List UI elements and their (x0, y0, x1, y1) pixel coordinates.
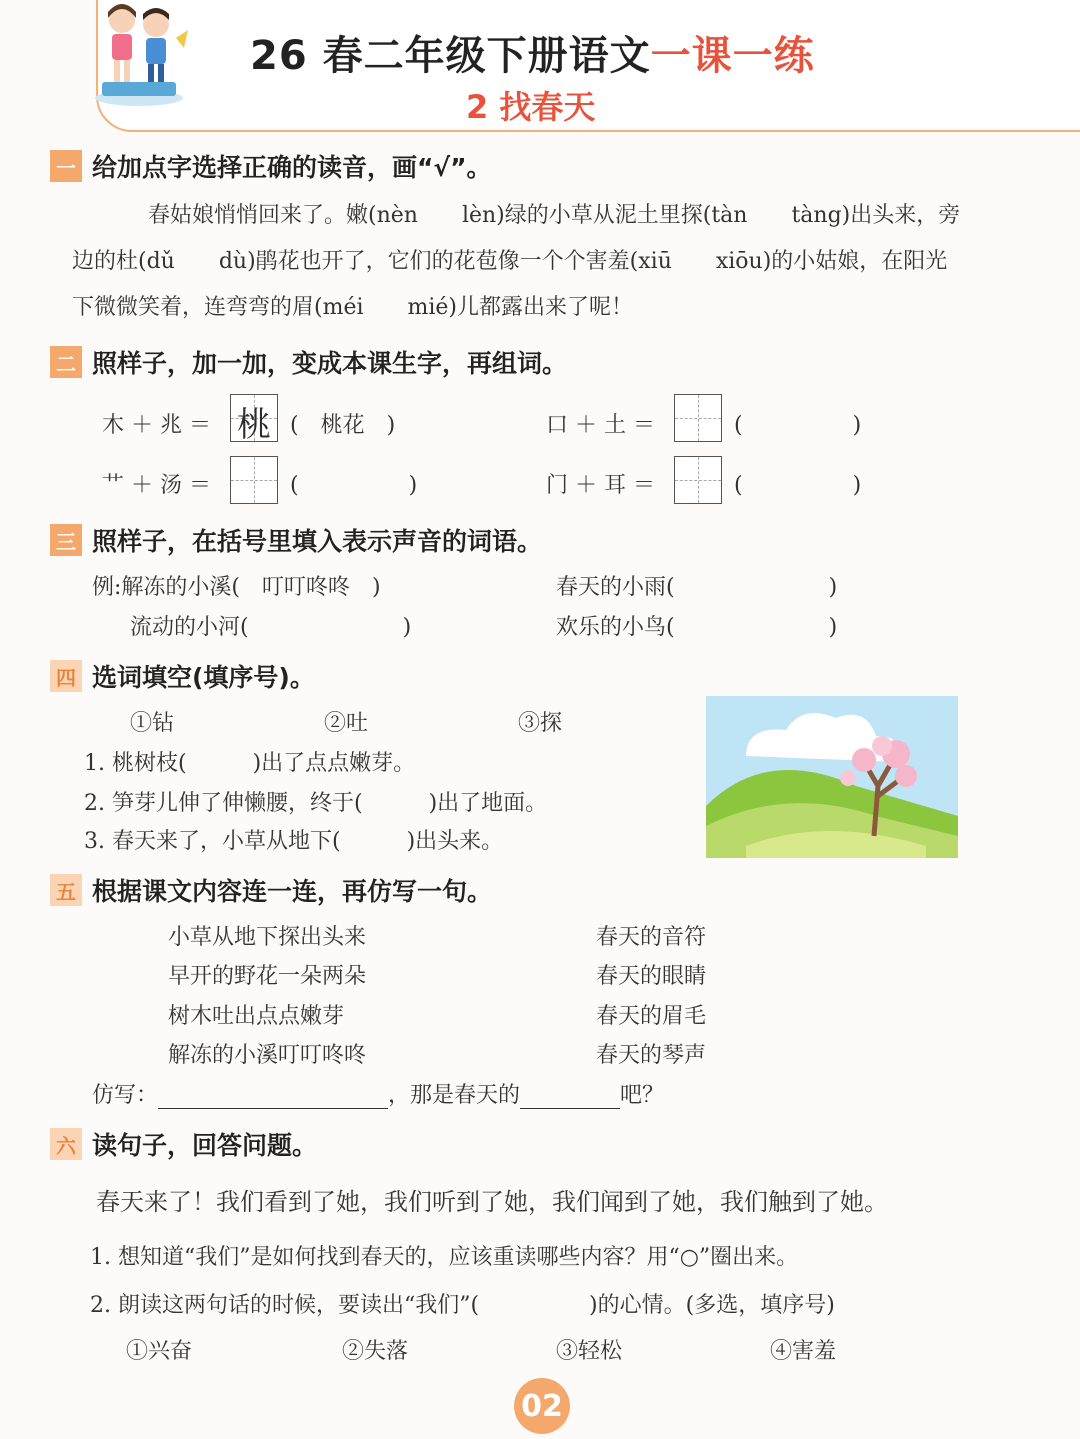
section-title: 照样子，加一加，变成本课生字，再组词。 (92, 349, 568, 378)
word-answer-blank[interactable]: ( ) (734, 473, 862, 498)
question-item[interactable]: 2. 朗读这两句话的时候，要读出“我们”( )的心情。(多选，填序号) (90, 1293, 835, 1318)
section-5-header (50, 872, 492, 908)
word-answer-blank[interactable]: ( ) (734, 413, 862, 438)
choice-option[interactable]: ①兴奋 (126, 1339, 193, 1364)
choice-option[interactable]: ④害羞 (770, 1339, 837, 1364)
choice-option[interactable]: ②失落 (342, 1339, 409, 1364)
match-left-item[interactable]: 树木吐出点点嫩芽 (168, 1004, 345, 1029)
character-grid-cell (230, 394, 278, 445)
fill-in-item[interactable]: 春天的小雨( ) (556, 575, 838, 600)
imitate-middle-text: ，那是春天的 (388, 1083, 521, 1108)
question-item[interactable]: 1. 桃树枝( )出了点点嫩芽。 (84, 751, 416, 776)
match-right-item[interactable]: 春天的眼睛 (596, 964, 707, 989)
character-grid-cell[interactable] (674, 394, 722, 442)
character-grid-cell[interactable] (674, 456, 722, 504)
section-title: 选词填空(填序号)。 (92, 663, 315, 692)
word-equation: 艹 ＋ 汤 ＝ (102, 473, 211, 498)
word-answer-blank[interactable]: ( ) (290, 473, 418, 498)
character-grid-cell[interactable] (230, 456, 278, 504)
word-equation: 木 ＋ 兆 ＝ (102, 413, 211, 438)
fill-in-item[interactable]: 流动的小河( ) (130, 615, 412, 640)
choice-option[interactable]: ③轻松 (556, 1339, 623, 1364)
match-right-item[interactable]: 春天的眉毛 (596, 1004, 707, 1029)
example-sentence: 例:解冻的小溪( 叮叮咚咚 ) (92, 575, 381, 600)
option-item: ①钻 (130, 711, 175, 736)
reading-passage: 春天来了！我们看到了她，我们听到了她，我们闻到了她，我们触到了她。 (96, 1188, 888, 1216)
question-item[interactable]: 3. 春天来了，小草从地下( )出头来。 (84, 829, 504, 854)
match-right-item[interactable]: 春天的音符 (596, 925, 707, 950)
imitate-blank[interactable] (520, 1086, 620, 1109)
imitate-end-text: 吧？ (620, 1083, 665, 1108)
fill-in-item[interactable]: 欢乐的小鸟( ) (556, 615, 838, 640)
section-1-header (50, 148, 492, 184)
section-2-header (50, 344, 567, 380)
passage-line: 边的杜(dǔ dù)鹃花也开了，它们的花苞像一个个害羞(xiū xiōu)的小姑娘，在阳光 (72, 249, 948, 274)
section-number-badge: 四 (50, 660, 82, 692)
question-item[interactable]: 1. 想知道“我们”是如何找到春天的，应该重读哪些内容？用“○”圈出来。 (90, 1245, 799, 1270)
imitate-writing-line (92, 1078, 664, 1109)
passage-line: 下微微笑着，连弯弯的眉(méi mié)儿都露出来了呢！ (72, 295, 634, 320)
match-left-item[interactable]: 解冻的小溪叮叮咚咚 (168, 1043, 367, 1068)
option-item: ③探 (518, 711, 563, 736)
kids-reading-illustration (84, 0, 194, 110)
page-title: 26 春二年级下册语文一课一练 (250, 33, 815, 79)
section-title: 给加点字选择正确的读音，画“√”。 (92, 153, 492, 182)
section-6-header (50, 1126, 317, 1162)
section-number-badge: 一 (50, 150, 82, 182)
passage-line: 春姑娘悄悄回来了。嫩(nèn lèn)绿的小草从泥土里探(tàn tàng)出头来，旁 (148, 203, 961, 228)
word-equation: 口 ＋ 土 ＝ (546, 413, 655, 438)
section-title: 照样子，在括号里填入表示声音的词语。 (92, 527, 543, 556)
option-item: ②吐 (324, 711, 369, 736)
match-left-item[interactable]: 早开的野花一朵两朵 (168, 964, 367, 989)
section-number-badge: 三 (50, 524, 82, 556)
imitate-label: 仿写： (92, 1083, 159, 1108)
section-number-badge: 五 (50, 874, 82, 906)
page-number: 02 (514, 1378, 570, 1434)
example-character: 桃 (237, 405, 271, 445)
section-number-badge: 二 (50, 346, 82, 378)
spring-hill-tree-illustration (706, 696, 958, 858)
section-title: 根据课文内容连一连，再仿写一句。 (92, 877, 493, 906)
title-accent: 一课一练 (650, 33, 815, 79)
word-equation: 门 ＋ 耳 ＝ (546, 473, 655, 498)
section-3-header (50, 522, 542, 558)
match-right-item[interactable]: 春天的琴声 (596, 1043, 707, 1068)
section-4-header (50, 658, 315, 694)
match-left-item[interactable]: 小草从地下探出头来 (168, 925, 367, 950)
section-title: 读句子，回答问题。 (92, 1131, 318, 1160)
lesson-title: 2 找春天 (466, 88, 596, 126)
imitate-blank[interactable] (158, 1086, 388, 1109)
question-item[interactable]: 2. 笋芽儿伸了伸懒腰，终于( )出了地面。 (84, 791, 548, 816)
section-number-badge: 六 (50, 1128, 82, 1160)
example-word: ( 桃花 ) (290, 413, 396, 438)
